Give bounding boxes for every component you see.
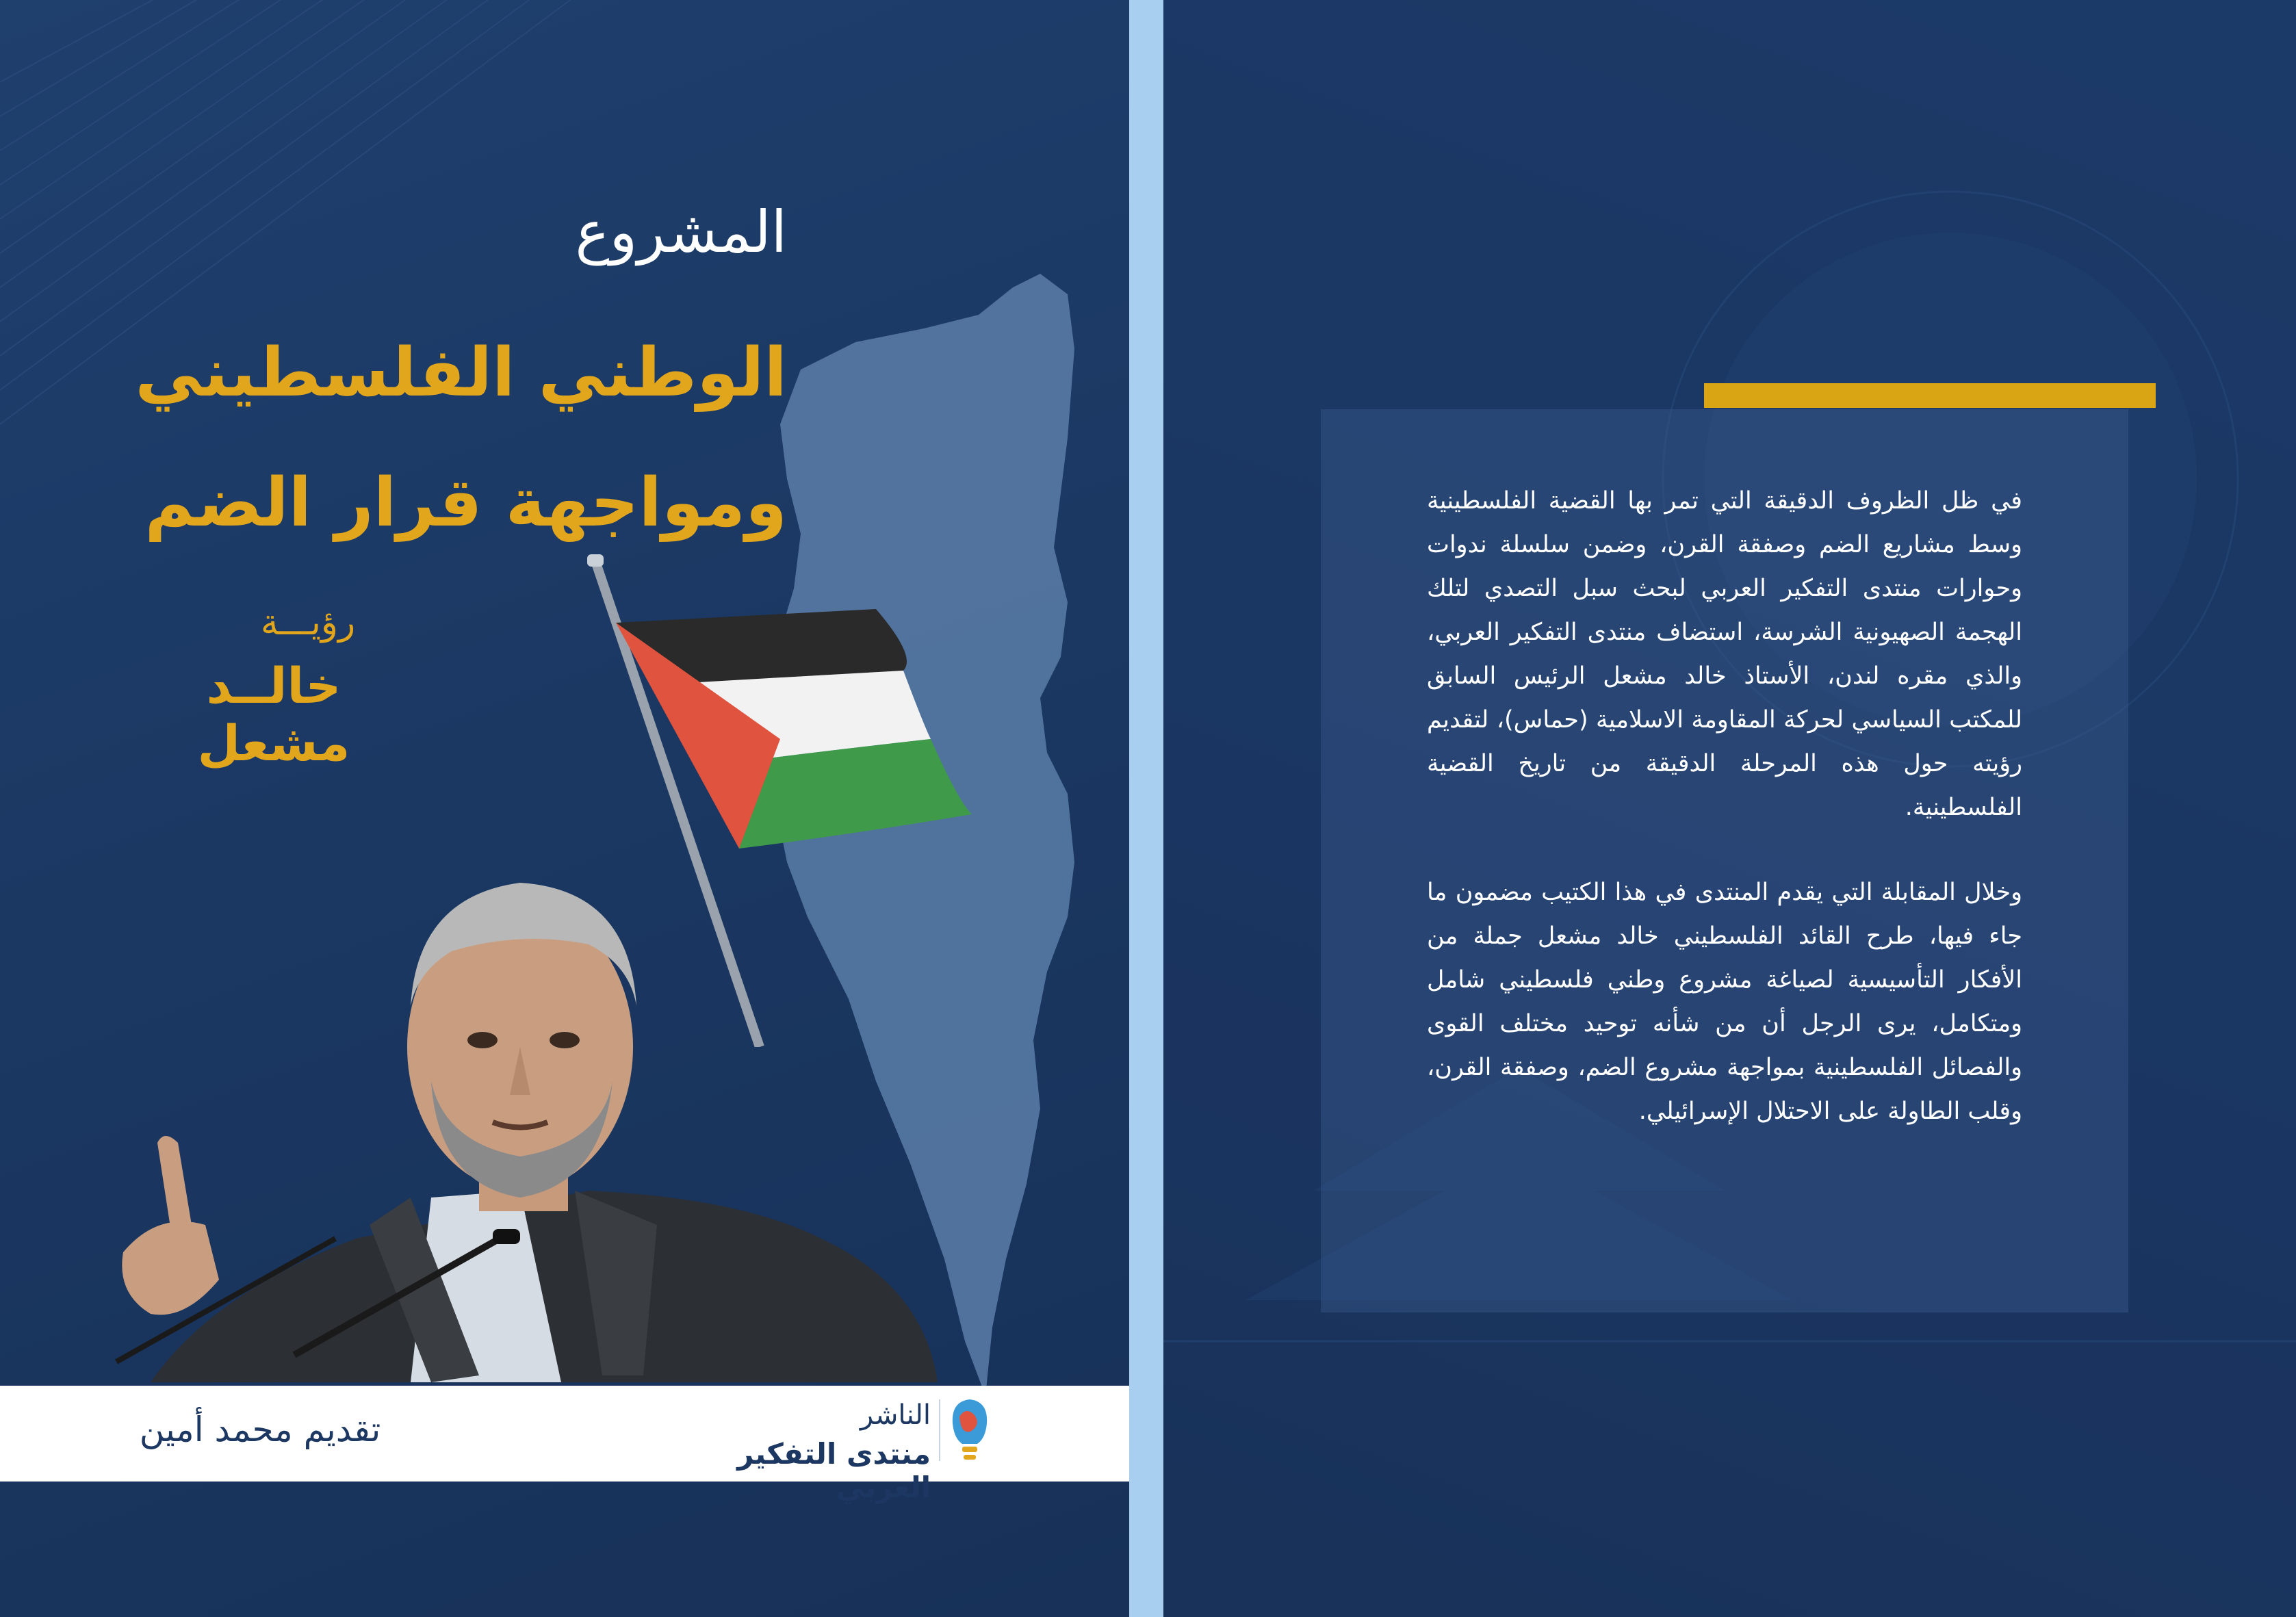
title-line-3: ومواجهة قرار الضم xyxy=(144,464,787,542)
back-cover xyxy=(1163,0,2296,1617)
book-title xyxy=(0,308,787,568)
book-spine xyxy=(1129,0,1163,1617)
title-line-2: الوطني الفلسطيني xyxy=(135,334,787,412)
vision-label: رؤيـــة xyxy=(260,602,356,643)
publisher-name: منتدى التفكير العربي xyxy=(737,1437,931,1504)
title-line-1: المشروع xyxy=(575,198,787,266)
speaker-photo xyxy=(109,760,958,1389)
accent-bar xyxy=(1704,383,2156,408)
back-cover-text xyxy=(1427,479,2022,1174)
paragraph-2: وخلال المقابلة التي يقدم المنتدى في هذا الكتيب مضمون ما جاء فيها، طرح القائد الفلسطيني خالد مشعل جملة من الأفكار التأسيسية لصياغة مشروع وطني فلسطيني شامل ومتكامل، يرى الرجل أن من شأنه توحيد مختلف القوى والفصائل الفلسطينية بمواجهة مشروع الضم، وصفقة القرن، وقلب الطاولة على الاحتلال الإسرائيلي. xyxy=(1427,879,2022,1125)
front-cover xyxy=(0,0,1129,1617)
author-name: خالــد مشعل xyxy=(197,657,350,772)
logo-divider xyxy=(939,1399,940,1461)
publisher-label: الناشر xyxy=(860,1399,931,1431)
paragraph-1: في ظل الظروف الدقيقة التي تمر بها القضية الفلسطينية وسط مشاريع الضم وصفقة القرن، وضمن سلسلة ندوات وحوارات منتدى التفكير العربي لبحث سبل التصدي لتلك الهجمة الصهيونية الشرسة، استضاف منتدى التفكير العربي، والذي مقره لندن، الأستاذ خالد مشعل الرئيس السابق للمكتب السياسي لحركة المقاومة الاسلامية (حماس)، لتقديم رؤيته حول هذه المرحلة الدقيقة من تاريخ القضية الفلسطينية. xyxy=(1427,487,2022,821)
publisher-logo-icon xyxy=(946,1396,994,1464)
presented-by: تقديم محمد أمين xyxy=(139,1410,381,1449)
